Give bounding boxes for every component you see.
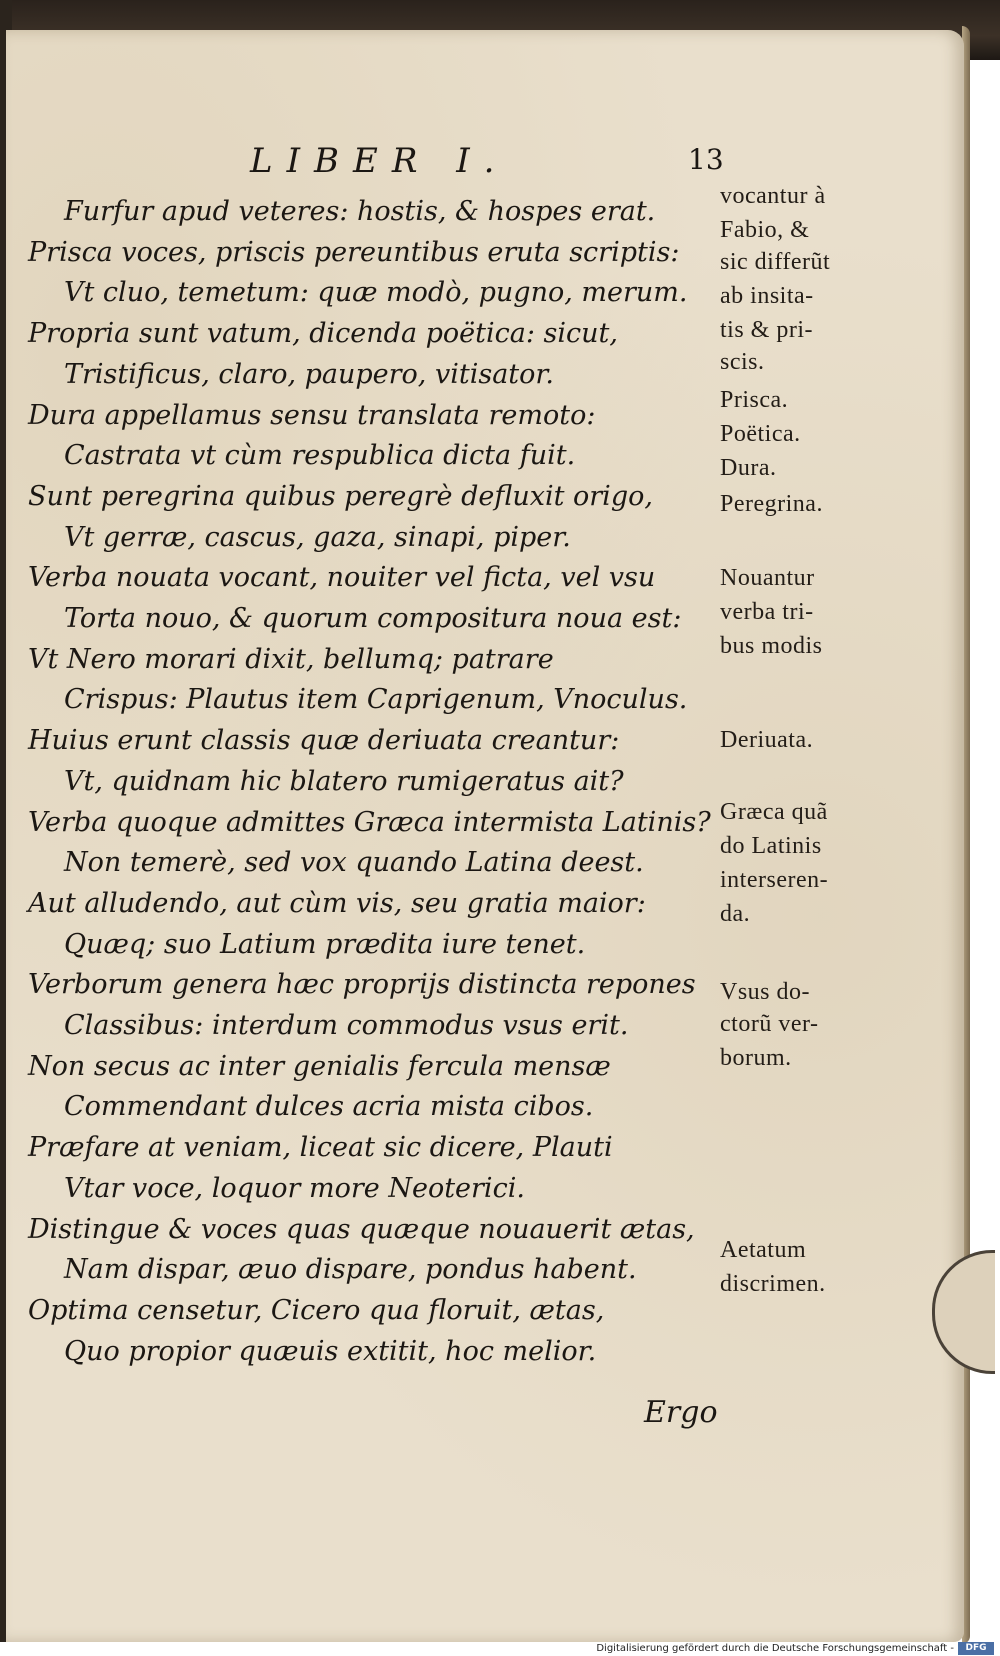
margin-note: verba tri- bbox=[720, 599, 814, 625]
verse-line: Huius erunt classis quæ deriuata creantur: bbox=[28, 725, 620, 757]
funding-credit: Digitalisierung gefördert durch die Deutsche Forschungsgemeinschaft - bbox=[596, 1643, 954, 1654]
verse-line: Quo propior quæuis extitit, hoc melior. bbox=[64, 1335, 597, 1367]
verse-line: Nam dispar, æuo dispare, pondus habent. bbox=[64, 1254, 637, 1286]
margin-note: bus modis bbox=[720, 633, 823, 659]
verse-line: Propria sunt vatum, dicenda poëtica: sicut, bbox=[28, 318, 618, 350]
margin-note: da. bbox=[720, 901, 751, 927]
margin-note: discrimen. bbox=[720, 1271, 826, 1297]
margin-note: Deriuata. bbox=[720, 727, 814, 753]
margin-note: interseren- bbox=[720, 867, 829, 893]
verse-line: Præfare at veniam, liceat sic dicere, Plauti bbox=[28, 1132, 613, 1164]
dfg-logo: DFG bbox=[958, 1642, 994, 1655]
margin-note: scis. bbox=[720, 349, 765, 375]
verse-line: Classibus: interdum commodus vsus erit. bbox=[64, 1010, 629, 1041]
verse-line: Commendant dulces acria mista cibos. bbox=[64, 1091, 594, 1123]
verse-line: Tristificus, claro, paupero, vitisator. bbox=[64, 358, 554, 390]
margin-note: Prisca. bbox=[720, 387, 789, 413]
page-number: 13 bbox=[688, 143, 724, 176]
running-head: LIBER I. bbox=[250, 141, 509, 181]
margin-note: do Latinis bbox=[720, 833, 822, 859]
verse-line: Non temerè, sed vox quando Latina deest. bbox=[64, 847, 644, 879]
margin-note: Fabio, & bbox=[720, 217, 810, 243]
verse-line: Crispus: Plautus item Caprigenum, Vnoculus. bbox=[64, 684, 688, 716]
verse-line: Vt gerræ, cascus, gaza, sinapi, piper. bbox=[64, 521, 571, 553]
verse-line: Vt Nero morari dixit, bellumq; patrare bbox=[28, 643, 554, 675]
margin-note: Nouantur bbox=[720, 565, 815, 591]
verse-line: Castrata vt cùm respublica dicta fuit. bbox=[64, 440, 576, 472]
verse-line: Distingue & voces quas quæque nouauerit ætas, bbox=[28, 1213, 695, 1245]
verse-line: Furfur apud veteres: hostis, & hospes erat. bbox=[64, 196, 656, 227]
verse-line: Verborum genera hæc proprijs distincta repones bbox=[28, 969, 696, 1001]
verse-line: Prisca voces, priscis pereuntibus eruta scriptis: bbox=[28, 236, 680, 268]
margin-note: ab insita- bbox=[720, 283, 814, 309]
margin-note: borum. bbox=[720, 1045, 792, 1071]
margin-note: Vsus do- bbox=[720, 979, 811, 1005]
verse-line: Optima censetur, Cicero qua floruit, ætas, bbox=[28, 1294, 605, 1326]
margin-note: Dura. bbox=[720, 455, 777, 481]
verse-line: Vtar voce, loquor more Neoterici. bbox=[64, 1172, 525, 1204]
verse-line: Torta nouo, & quorum compositura noua est: bbox=[64, 603, 682, 634]
margin-note: sic differũt bbox=[720, 249, 831, 275]
margin-note: tis & pri- bbox=[720, 317, 813, 343]
verse-line: Dura appellamus sensu translata remoto: bbox=[28, 399, 596, 431]
margin-note: ctorũ ver- bbox=[720, 1011, 819, 1037]
verse-line: Sunt peregrina quibus peregrè defluxit origo, bbox=[28, 480, 653, 512]
verse-line: Aut alludendo, aut cùm vis, seu gratia maior: bbox=[28, 887, 646, 919]
verse-line: Verba nouata vocant, nouiter vel ficta, vel vsu bbox=[28, 562, 656, 594]
margin-note: Aetatum bbox=[720, 1237, 807, 1263]
catchword: Ergo bbox=[644, 1395, 718, 1430]
margin-note: Peregrina. bbox=[720, 491, 823, 517]
margin-note: Poëtica. bbox=[720, 421, 801, 447]
verse-line: Quæq; suo Latium prædita iure tenet. bbox=[64, 928, 586, 960]
verse-line: Vt cluo, temetum: quæ modò, pugno, merum. bbox=[64, 277, 688, 309]
verse-line: Verba quoque admittes Græca intermista Latinis? bbox=[28, 806, 711, 838]
margin-note: Græca quã bbox=[720, 799, 828, 825]
margin-note: vocantur à bbox=[720, 183, 826, 209]
verse-line: Vt, quidnam hic blatero rumigeratus ait? bbox=[64, 765, 624, 797]
verse-line: Non secus ac inter genialis fercula mensæ bbox=[28, 1050, 611, 1082]
